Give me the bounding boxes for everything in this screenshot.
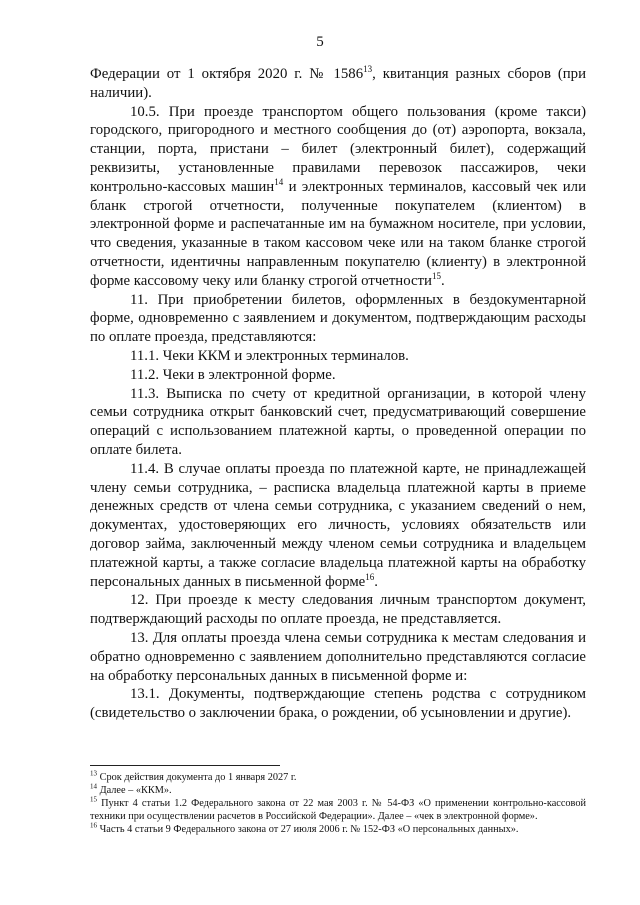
footnote-ref: 14 — [274, 176, 284, 187]
footnote-divider — [90, 765, 280, 766]
document-body — [90, 65, 586, 723]
paragraph-11-4: 11.4. В случае оплаты проезда по платежной карте, не принадлежащей члену семьи сотрудника, – расписка владельца платежной карты в приеме денежных средств от члена семьи сотрудника, с указанием сведений о нем, документах, удостоверяющих его личность, условиях обязательств или договор займа, заключенный между членом семьи сотрудника и владельцем платежной карты, а также согласие владельца платежной карты на обработку персональных данных в письменной форме$^{16}$. — [90, 460, 586, 590]
paragraph-11-2: 11.2. Чеки в электронной форме. — [130, 366, 336, 383]
paragraph-11: 11. При приобретении билетов, оформленных в бездокументарной форме, одновременно с заявлением и документом, подтверждающим расходы по оплате проезда, представляются: — [90, 291, 586, 346]
footnote-16: $^{16}$ Часть 4 статьи 9 Федерального закона от 27 июля 2006 г. № 152-ФЗ «О персональных данных». — [90, 821, 519, 835]
footnote-13: $^{13}$ Срок действия документа до 1 января 2027 г. — [90, 769, 297, 783]
paragraph-11-3: 11.3. Выписка по счету от кредитной организации, в которой члену семьи сотрудника открыт банковский счет, предусматривающий совершение операций с использованием платежной карты, о проведенной операции по оплате билета. — [90, 385, 586, 458]
paragraph-continuation: Федерации от 1 октября 2020 г. № 1586$^{13}$, квитанция разных сборов (при наличии). — [90, 64, 586, 101]
paragraph-12: 12. При проезде к месту следования личным транспортом документ, подтверждающий расходы по оплате проезда, не представляется. — [90, 592, 586, 628]
paragraph-10-5: 10.5. При проезде транспортом общего пользования (кроме такси) городского, пригородного и местного сообщения до (от) аэропорта, вокзала, станции, порта, пристани – билет (электронный билет), содержащий реквизиты, установленные правилами перевозок пассажиров, чеки контрольно-кассовых машин$^{14}$ и электронных терминалов, кассовый чек или бланк строгой отчетности, полученные покупателем (клиентом) в электронной форме и распечатанные им на бумажном носителе, при условии, что сведения, указанные в таком кассовом чеке или на таком бланке строгой отчетности, идентичны направленным покупателю (клиенту) в электронной форме кассовому чеку или бланку строгой отчетности$^{15}$. — [90, 103, 586, 289]
footnotes — [90, 771, 586, 836]
footnote-14: $^{14}$ Далее – «ККМ». — [90, 782, 172, 796]
page-number: 5 — [316, 34, 324, 50]
paragraph-13: 13. Для оплаты проезда члена семьи сотрудника к местам следования и обратно одновременно с заявлением дополнительно представляются согласие на обработку персональных данных в письменной форме и: — [90, 629, 586, 684]
paragraph-13-1: 13.1. Документы, подтверждающие степень родства с сотрудником (свидетельство о заключении брака, о рождении, об усыновлении и другие). — [90, 686, 586, 722]
paragraph-11-1: 11.1. Чеки ККМ и электронных терминалов. — [130, 347, 409, 364]
footnote-ref: 16 — [365, 571, 375, 582]
footnote-ref: 15 — [431, 270, 441, 281]
footnote-ref: 13 — [363, 64, 373, 75]
footnote-15: $^{15}$ Пункт 4 статьи 1.2 Федерального закона от 22 мая 2003 г. № 54-ФЗ «О применении контрольно-кассовой техники при осуществлении расчетов в Российской Федерации». Далее – «чек в электронной форме». — [90, 795, 586, 822]
